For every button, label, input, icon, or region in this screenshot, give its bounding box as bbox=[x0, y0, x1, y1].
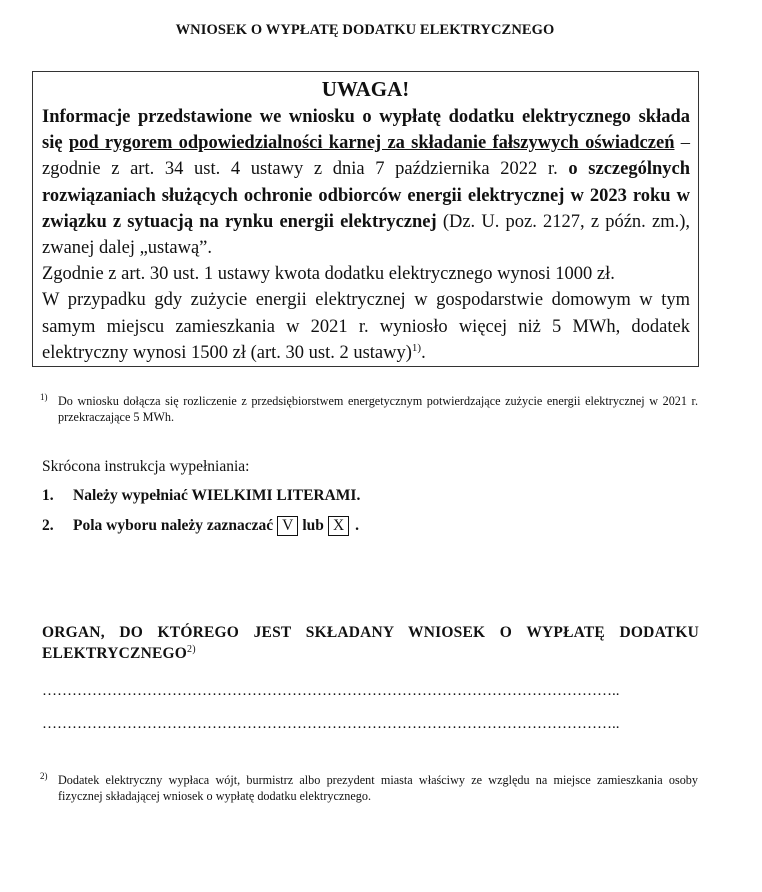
warning-heading: UWAGA! bbox=[321, 77, 410, 101]
warning-body bbox=[42, 104, 690, 366]
organ-input-line-1[interactable]: …………………………………………………………………………………………………….. bbox=[42, 683, 620, 699]
organ-input-line-2[interactable]: …………………………………………………………………………………………………….. bbox=[42, 716, 620, 732]
instruction-2-end: . bbox=[355, 517, 360, 534]
instruction-2-number: 2. bbox=[42, 517, 54, 534]
footnote-2-mark: 2) bbox=[40, 771, 48, 781]
checkbox-example-v: V bbox=[277, 516, 298, 536]
instruction-1-number: 1. bbox=[42, 487, 54, 504]
organ-title-text: ORGAN, DO KTÓREGO JEST SKŁADANY WNIOSEK O WYPŁATĘ DODATKU ELEKTRYCZNEGO bbox=[42, 624, 699, 662]
footnote-2-text: Dodatek elektryczny wypłaca wójt, burmistrz albo prezydent miasta właściwy ze względu na miejsce zamieszkania osoby fizycznej składającej wniosek o wypłatę dodatku elektrycznego. bbox=[58, 773, 698, 803]
warning-paragraph-3-text: W przypadku gdy zużycie energii elektrycznej w gospodarstwie domowym w tym samym miejscu zamieszkania w 2021 r. wyniosło więcej niż 5 MWh, dodatek elektryczny wynosi 1500 zł (art. 30 ust. 2 ustawy) bbox=[42, 290, 690, 363]
footnote-ref-1: 1) bbox=[411, 341, 422, 354]
warning-act-citation: (Dz. U. poz. 2127, z późn. zm.), zwanej dalej „ustawą”. bbox=[42, 211, 690, 259]
instruction-1-text: Należy wypełniać WIELKIMI LITERAMI. bbox=[73, 487, 361, 504]
warning-paragraph-3-end: . bbox=[421, 342, 426, 363]
instructions-title: Skrócona instrukcja wypełniania: bbox=[42, 458, 250, 475]
footnote-1 bbox=[40, 393, 698, 425]
instruction-2-or: lub bbox=[302, 517, 324, 534]
checkbox-example-x: X bbox=[328, 516, 349, 536]
warning-paragraph-2: Zgodnie z art. 30 ust. 1 ustawy kwota dodatku elektrycznego wynosi 1000 zł. bbox=[42, 264, 615, 285]
instruction-2-text: Pola wyboru należy zaznaczać bbox=[73, 517, 274, 534]
warning-bold-text: Informacje przedstawione we wniosku o wypłatę dodatku elektrycznego składa się bbox=[42, 107, 690, 154]
warning-paragraph-1 bbox=[42, 104, 690, 261]
warning-paragraph-3 bbox=[42, 287, 690, 366]
warning-legal-reference: – zgodnie z art. 34 ust. 4 ustawy z dnia 7 października 2022 r. bbox=[42, 133, 690, 180]
footnote-1-mark: 1) bbox=[40, 392, 48, 402]
instruction-item-2 bbox=[42, 516, 359, 536]
document-title: WNIOSEK O WYPŁATĘ DODATKU ELEKTRYCZNEGO bbox=[175, 22, 555, 38]
footnote-1-text: Do wniosku dołącza się rozliczenie z przedsiębiorstwem energetycznym potwierdzające zużycie energii elektrycznej w 2021 r. przekraczające 5 MWh. bbox=[58, 394, 698, 424]
organ-section-title bbox=[42, 622, 699, 664]
footnote-2 bbox=[40, 772, 698, 804]
warning-underlined-text: pod rygorem odpowiedzialności karnej za składanie fałszywych oświadczeń bbox=[68, 133, 675, 154]
instruction-item-1 bbox=[42, 487, 360, 505]
warning-act-title: o szczególnych rozwiązaniach służących ochronie odbiorców energii elektrycznej w 2023 roku w związku z sytuacją na rynku energii elektrycznej bbox=[42, 159, 691, 232]
warning-box bbox=[32, 71, 699, 367]
footnote-ref-2: 2) bbox=[187, 643, 196, 655]
